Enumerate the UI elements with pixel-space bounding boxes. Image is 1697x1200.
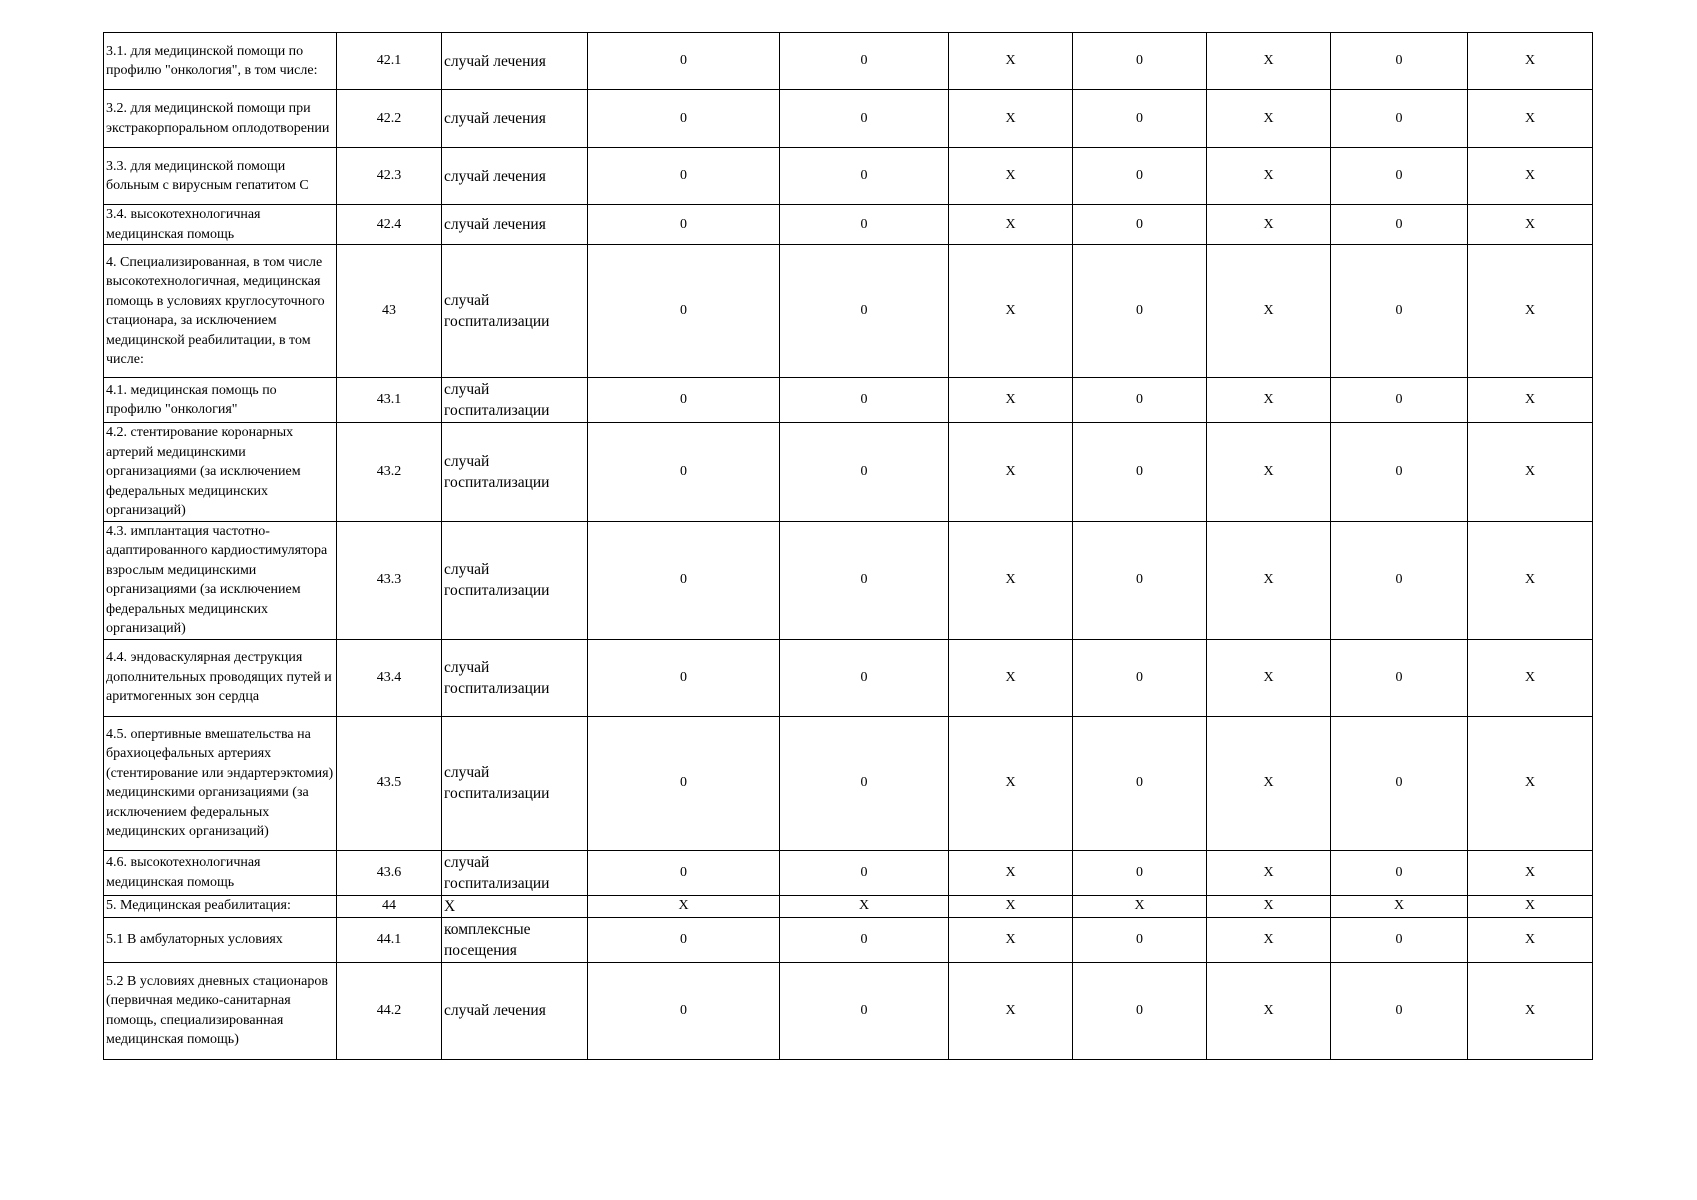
row-value-cell: Х (1468, 962, 1593, 1059)
table-row (104, 521, 1593, 639)
row-value-cell: Х (949, 90, 1073, 148)
row-value-cell: 0 (1331, 716, 1468, 850)
row-name-cell: 4.6. высокотехнологичная медицинская помощь (104, 850, 337, 895)
row-name-cell: 5. Медицинская реабилитация: (104, 895, 337, 917)
row-value-cell: 0 (1331, 423, 1468, 522)
row-unit-cell: случай госпитализации (442, 521, 588, 639)
row-value-cell: 0 (1073, 245, 1207, 378)
row-unit-cell: случай лечения (442, 148, 588, 205)
row-value-cell: Х (588, 895, 780, 917)
row-name-cell: 4.3. имплантация частотно-адаптированного кардиостимулятора взрослым медицинскими организациями (за исключением федеральных медицинских организаций) (104, 521, 337, 639)
row-value-cell: 0 (1073, 917, 1207, 962)
row-value-cell: 0 (588, 521, 780, 639)
row-value-cell: 0 (1073, 850, 1207, 895)
row-value-cell: Х (949, 962, 1073, 1059)
row-value-cell: Х (949, 378, 1073, 423)
row-value-cell: Х (1468, 639, 1593, 716)
row-code-cell: 43.4 (337, 639, 442, 716)
row-value-cell: 0 (1073, 205, 1207, 245)
row-unit-cell: случай госпитализации (442, 850, 588, 895)
row-value-cell: 0 (780, 716, 949, 850)
row-value-cell: 0 (1331, 33, 1468, 90)
row-code-cell: 43.1 (337, 378, 442, 423)
row-value-cell: Х (1331, 895, 1468, 917)
row-value-cell: Х (1073, 895, 1207, 917)
table-row (104, 245, 1593, 378)
row-value-cell: 0 (1073, 378, 1207, 423)
table-row (104, 917, 1593, 962)
row-code-cell: 42.2 (337, 90, 442, 148)
row-value-cell: 0 (1331, 378, 1468, 423)
row-value-cell: Х (1207, 148, 1331, 205)
row-value-cell: Х (949, 148, 1073, 205)
row-value-cell: 0 (1073, 148, 1207, 205)
table-row (104, 205, 1593, 245)
row-value-cell: Х (1468, 205, 1593, 245)
row-value-cell: 0 (1331, 148, 1468, 205)
row-value-cell: 0 (780, 423, 949, 522)
table-row (104, 716, 1593, 850)
row-value-cell: Х (1207, 895, 1331, 917)
row-value-cell: Х (1207, 245, 1331, 378)
row-value-cell: 0 (588, 962, 780, 1059)
row-value-cell: Х (1207, 33, 1331, 90)
row-value-cell: 0 (780, 378, 949, 423)
row-unit-cell: случай лечения (442, 205, 588, 245)
row-value-cell: Х (1468, 917, 1593, 962)
row-code-cell: 43.6 (337, 850, 442, 895)
row-value-cell: 0 (1073, 639, 1207, 716)
row-value-cell: Х (949, 423, 1073, 522)
row-code-cell: 43.5 (337, 716, 442, 850)
row-value-cell: Х (1207, 423, 1331, 522)
row-value-cell: Х (1468, 90, 1593, 148)
table-row (104, 378, 1593, 423)
row-code-cell: 43.2 (337, 423, 442, 522)
row-value-cell: Х (1207, 90, 1331, 148)
row-unit-cell: случай лечения (442, 33, 588, 90)
row-value-cell: Х (949, 639, 1073, 716)
row-value-cell: Х (949, 895, 1073, 917)
row-value-cell: Х (1468, 895, 1593, 917)
row-value-cell: Х (1207, 639, 1331, 716)
row-value-cell: 0 (588, 205, 780, 245)
table-row (104, 895, 1593, 917)
row-value-cell: 0 (780, 245, 949, 378)
row-value-cell: 0 (780, 148, 949, 205)
row-unit-cell: случай госпитализации (442, 716, 588, 850)
financing-table (103, 32, 1593, 1060)
row-value-cell: 0 (1331, 962, 1468, 1059)
row-unit-cell: случай госпитализации (442, 639, 588, 716)
row-unit-cell: комплексные посещения (442, 917, 588, 962)
row-name-cell: 4.5. опертивные вмешательства на брахиоцефальных артериях (стентирование или эндартерэктомия) медицинскими организациями (за исключением федеральных медицинских организаций) (104, 716, 337, 850)
row-value-cell: Х (949, 245, 1073, 378)
row-unit-cell: Х (442, 895, 588, 917)
row-value-cell: 0 (780, 521, 949, 639)
row-value-cell: 0 (780, 33, 949, 90)
row-value-cell: 0 (1331, 245, 1468, 378)
row-code-cell: 42.1 (337, 33, 442, 90)
table-row (104, 90, 1593, 148)
row-unit-cell: случай лечения (442, 962, 588, 1059)
row-value-cell: 0 (780, 639, 949, 716)
row-value-cell: Х (1207, 917, 1331, 962)
row-value-cell: Х (949, 716, 1073, 850)
row-name-cell: 5.1 В амбулаторных условиях (104, 917, 337, 962)
row-name-cell: 4.1. медицинская помощь по профилю "онкология" (104, 378, 337, 423)
row-value-cell: 0 (1073, 33, 1207, 90)
row-name-cell: 4.2. стентирование коронарных артерий медицинскими организациями (за исключением федеральных медицинских организаций) (104, 423, 337, 522)
table-body (104, 33, 1593, 1060)
row-value-cell: Х (780, 895, 949, 917)
row-value-cell: Х (949, 917, 1073, 962)
row-value-cell: Х (1207, 962, 1331, 1059)
row-value-cell: Х (1468, 33, 1593, 90)
row-unit-cell: случай госпитализации (442, 378, 588, 423)
row-value-cell: Х (1468, 716, 1593, 850)
row-value-cell: Х (1207, 378, 1331, 423)
row-value-cell: Х (1207, 205, 1331, 245)
row-value-cell: 0 (1073, 962, 1207, 1059)
row-value-cell: Х (1468, 850, 1593, 895)
row-name-cell: 4.4. эндоваскулярная деструкция дополнительных проводящих путей и аритмогенных зон сердца (104, 639, 337, 716)
row-unit-cell: случай госпитализации (442, 245, 588, 378)
row-name-cell: 3.4. высокотехнологичная медицинская помощь (104, 205, 337, 245)
row-value-cell: 0 (588, 90, 780, 148)
row-code-cell: 43 (337, 245, 442, 378)
row-value-cell: Х (1468, 148, 1593, 205)
row-value-cell: 0 (588, 33, 780, 90)
row-value-cell: Х (1207, 521, 1331, 639)
row-value-cell: 0 (1331, 205, 1468, 245)
table-row (104, 962, 1593, 1059)
table-row (104, 33, 1593, 90)
table-row (104, 423, 1593, 522)
row-value-cell: Х (1207, 716, 1331, 850)
row-value-cell: 0 (588, 245, 780, 378)
row-value-cell: 0 (588, 378, 780, 423)
row-value-cell: Х (1468, 423, 1593, 522)
row-code-cell: 44 (337, 895, 442, 917)
row-value-cell: Х (949, 521, 1073, 639)
row-value-cell: 0 (1331, 90, 1468, 148)
row-value-cell: 0 (780, 205, 949, 245)
row-value-cell: 0 (780, 962, 949, 1059)
row-value-cell: Х (1207, 850, 1331, 895)
row-value-cell: 0 (1331, 917, 1468, 962)
table-row (104, 639, 1593, 716)
row-value-cell: 0 (1331, 850, 1468, 895)
row-value-cell: 0 (1073, 716, 1207, 850)
row-value-cell: 0 (588, 917, 780, 962)
row-value-cell: 0 (780, 917, 949, 962)
row-value-cell: Х (1468, 245, 1593, 378)
row-code-cell: 43.3 (337, 521, 442, 639)
row-code-cell: 42.4 (337, 205, 442, 245)
row-name-cell: 3.3. для медицинской помощи больным с вирусным гепатитом С (104, 148, 337, 205)
row-name-cell: 3.1. для медицинской помощи по профилю "онкология", в том числе: (104, 33, 337, 90)
row-name-cell: 5.2 В условиях дневных стационаров (первичная медико-санитарная помощь, специализированная медицинская помощь) (104, 962, 337, 1059)
row-value-cell: 0 (588, 850, 780, 895)
row-value-cell: Х (949, 33, 1073, 90)
row-value-cell: 0 (588, 423, 780, 522)
row-value-cell: 0 (1331, 639, 1468, 716)
row-value-cell: Х (949, 205, 1073, 245)
row-value-cell: 0 (588, 639, 780, 716)
table-row (104, 850, 1593, 895)
row-value-cell: Х (949, 850, 1073, 895)
row-unit-cell: случай лечения (442, 90, 588, 148)
row-value-cell: 0 (588, 716, 780, 850)
row-value-cell: 0 (588, 148, 780, 205)
table-row (104, 148, 1593, 205)
row-value-cell: Х (1468, 378, 1593, 423)
row-name-cell: 3.2. для медицинской помощи при экстракорпоральном оплодотворении (104, 90, 337, 148)
row-value-cell: Х (1468, 521, 1593, 639)
row-value-cell: 0 (780, 850, 949, 895)
row-value-cell: 0 (780, 90, 949, 148)
row-code-cell: 44.2 (337, 962, 442, 1059)
row-value-cell: 0 (1073, 423, 1207, 522)
row-unit-cell: случай госпитализации (442, 423, 588, 522)
row-code-cell: 44.1 (337, 917, 442, 962)
row-code-cell: 42.3 (337, 148, 442, 205)
row-name-cell: 4. Специализированная, в том числе высокотехнологичная, медицинская помощь в условиях круглосуточного стационара, за исключением медицинской реабилитации, в том числе: (104, 245, 337, 378)
row-value-cell: 0 (1073, 521, 1207, 639)
row-value-cell: 0 (1073, 90, 1207, 148)
row-value-cell: 0 (1331, 521, 1468, 639)
